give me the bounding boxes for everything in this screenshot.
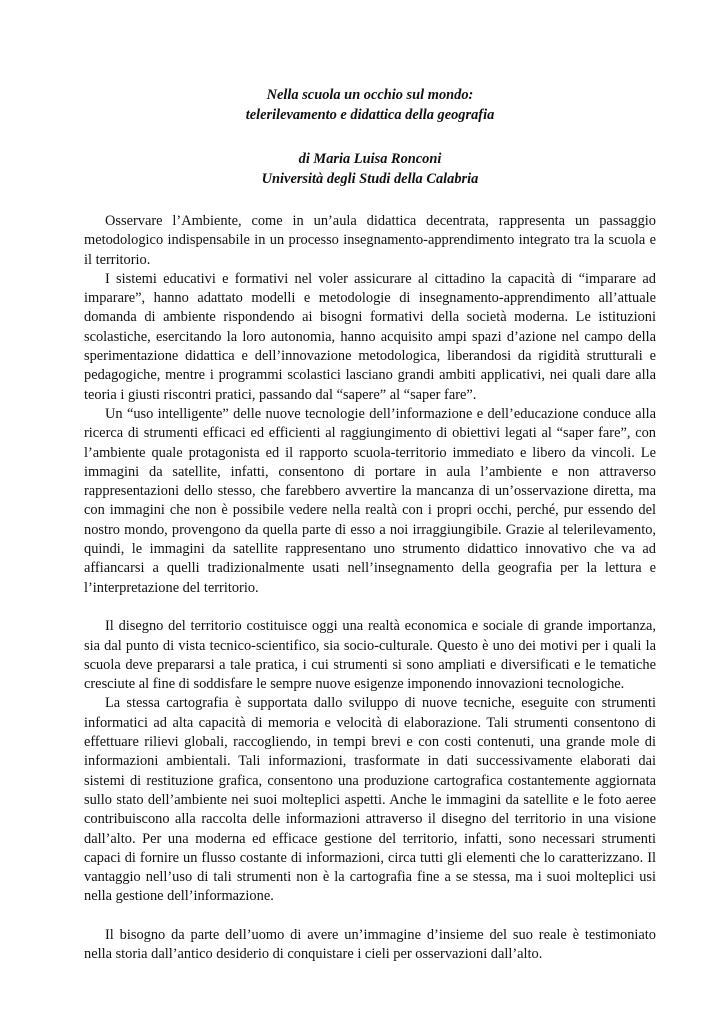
title-line-2: telerilevamento e didattica della geografia: [245, 107, 495, 123]
paragraph: Il bisogno da parte dell’uomo di avere un’immagine d’insieme del suo reale è testimoniato nella storia dall’antico desiderio di conquistare i cieli per osservazioni dall’alto.: [84, 926, 656, 963]
paragraph: Un “uso intelligente” delle nuove tecnologie dell’informazione e dell’educazione conduce alla ricerca di strumenti efficaci ed efficienti al raggiungimento di obiettivi legati al “saper fare”, con l’ambiente quale protagonista ed il rapporto scuola-territorio immediato e libero da vincoli. Le immagini da satellite, infatti, consentono di portare in aula l’ambiente e non attraverso rappresentazioni dello stesso, che farebbero avvertire la mancanza di un’osservazione diretta, ma con immagini che non è possibile vedere nella realtà con i propri occhi, perché, pur essendo del nostro mondo, provengono da quella parte di esso a noi irraggiungibile. Grazie al telerilevamento, quindi, le immagini da satellite rappresentano uno strumento didattico innovativo che va ad affiancarsi a quelli tradizionalmente usati nell’insegnamento della geografia per la lettura e l’interpretazione del territorio.: [84, 405, 656, 596]
author-affiliation: Università degli Studi della Calabria: [261, 171, 479, 187]
document-body: [84, 212, 656, 965]
title-line-1: Nella scuola un occhio sul mondo:: [266, 87, 474, 103]
paragraph: La stessa cartografia è supportata dallo sviluppo di nuove tecniche, eseguite con strumenti informatici ad alta capacità di memoria e velocità di elaborazione. Tali strumenti consentono di effettuare rilievi globali, raccogliendo, in tempi brevi e con costi contenuti, una grande mole di informazioni ambientali. Tali informazioni, trasformate in dati successivamente elaborati dai sistemi di restituzione grafica, consentono una produzione cartografica costantemente aggiornata sullo stato dell’ambiente nei suoi molteplici aspetti. Anche le immagini da satellite e le foto aeree contribuiscono alla raccolta delle informazioni attraverso il disegno del territorio in una visione dall’alto. Per una moderna ed efficace gestione del territorio, infatti, sono necessari strumenti capaci di fornire un flusso costante di informazioni, circa tutti gli elementi che lo caratterizzano. Il vantaggio nell’uso di tali strumenti non è la cartografia fine a se stessa, ma i suoi molteplici usi nella gestione dell’informazione.: [84, 695, 656, 905]
paragraph: I sistemi educativi e formativi nel voler assicurare al cittadino la capacità di “imparare ad imparare”, hanno adattato modelli e metodologie di insegnamento-apprendimento all’attuale domanda di ambiente rispondendo ai bisogni formativi della società moderna. Le istituzioni scolastiche, esercitando la loro autonomia, hanno acquisito ampi spazi d’azione nel campo della sperimentazione didattica e dell’innovazione metodologica, liberandosi da rigidità strutturali e pedagogiche, mentre i programmi scolastici lasciano grandi ambiti applicativi, nei quali dare alla teoria i giusti riscontri pratici, passando dal “sapere” al “saper fare”.: [84, 270, 656, 403]
document-page: [84, 85, 656, 965]
document-title: [84, 85, 656, 125]
paragraph: Il disegno del territorio costituisce oggi una realtà economica e sociale di grande importanza, sia dal punto di vista tecnico-scientifico, sia socio-culturale. Questo è uno dei motivi per i quali la scuola deve prepararsi a tale pratica, i cui strumenti si sono ampliati e diversificati e le tematiche cresciute al fine di soddisfare le sempre nuove esigenze imponendo innovazioni tecnologiche.: [84, 618, 656, 693]
author-block: [84, 149, 656, 189]
paragraph: Osservare l’Ambiente, come in un’aula didattica decentrata, rappresenta un passaggio metodologico indispensabile in un processo insegnamento-apprendimento integrato tra la scuola e il territorio.: [84, 213, 656, 268]
author-name: di Maria Luisa Ronconi: [298, 151, 442, 167]
